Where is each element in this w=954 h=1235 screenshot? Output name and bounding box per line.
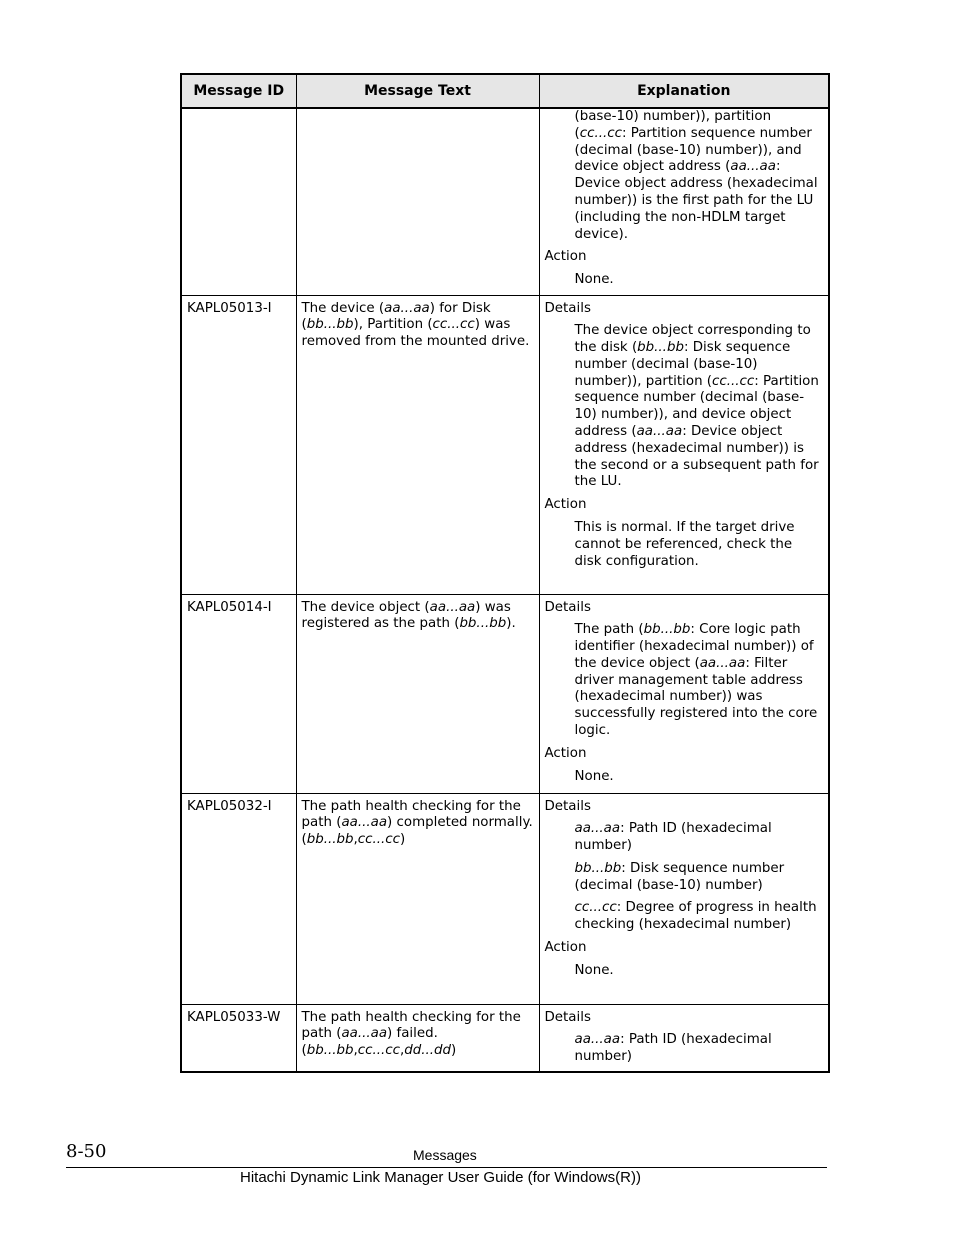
message-id-cell: KAPL05033-W: [181, 1004, 296, 1072]
message-id-cell: [181, 108, 296, 295]
message-id-cell: KAPL05013-I: [181, 295, 296, 594]
message-table: [180, 73, 830, 1073]
message-text-cell: [296, 108, 539, 295]
explanation-cell: Details The device object corresponding to the disk (bb...bb: Disk sequence number (decimal (base-10) number)), partition (cc...cc: Partition sequence number (decimal (base-10) number)), and device object address (aa...aa: Device object address (hexadecimal number)) is the second or a subsequent path for the LU. Action This is normal. If the target drive cannot be referenced, check the disk configuration.: [539, 295, 829, 594]
footer-rule: [66, 1167, 827, 1168]
table-row: [181, 1004, 829, 1072]
message-id-cell: KAPL05014-I: [181, 594, 296, 793]
table-header-row: [181, 74, 829, 108]
footer-section: Messages: [413, 1147, 477, 1163]
table-row: [181, 108, 829, 295]
message-text-cell: The path health checking for the path (aa...aa) completed normally. (bb...bb,cc...cc): [296, 793, 539, 1004]
explanation-cell: Details aa...aa: Path ID (hexadecimal number) bb...bb: Disk sequence number (decimal (base-10) number) cc...cc: Degree of progress in health checking (hexadecimal number) Action None.: [539, 793, 829, 1004]
header-message-id: Message ID: [181, 74, 296, 108]
message-id-cell: KAPL05032-I: [181, 793, 296, 1004]
message-text-cell: The device object (aa...aa) was registered as the path (bb...bb).: [296, 594, 539, 793]
message-text-cell: The path health checking for the path (aa...aa) failed. (bb...bb,cc...cc,dd...dd): [296, 1004, 539, 1072]
explanation-cell: Details The path (bb...bb: Core logic path identifier (hexadecimal number)) of the device object (aa...aa: Filter driver management table address (hexadecimal number)) was successfully registered into the core logic. Action None.: [539, 594, 829, 793]
message-text-cell: The device (aa...aa) for Disk (bb...bb), Partition (cc...cc) was removed from the mounted drive.: [296, 295, 539, 594]
footer-title: Hitachi Dynamic Link Manager User Guide (for Windows(R)): [240, 1169, 641, 1186]
header-message-text: Message Text: [296, 74, 539, 108]
table-row: [181, 594, 829, 793]
explanation-cell: (base-10) number)), partition (cc...cc: Partition sequence number (decimal (base-10) number)), and device object address (aa...aa: Device object address (hexadecimal number)) is the first path for the LU (including the non-HDLM target device). Action None.: [539, 108, 829, 295]
table-row: [181, 793, 829, 1004]
page-number: 8-50: [66, 1141, 107, 1162]
explanation-cell: Details aa...aa: Path ID (hexadecimal number): [539, 1004, 829, 1072]
header-explanation: Explanation: [539, 74, 829, 108]
table-row: [181, 295, 829, 594]
